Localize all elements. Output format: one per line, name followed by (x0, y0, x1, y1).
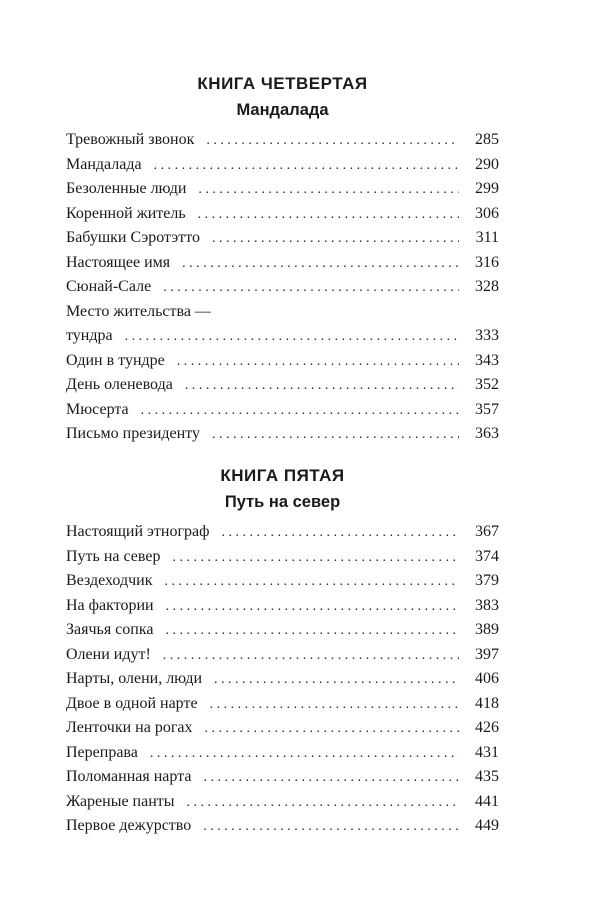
toc-leader-dots (210, 693, 459, 718)
book-title: КНИГА ЧЕТВЕРТАЯ (197, 74, 368, 93)
toc-entry-title: Безоленные люди (66, 180, 187, 197)
toc-leader-dots (187, 791, 459, 816)
toc-entry-title: День оленевода (66, 376, 173, 393)
toc-entry-title: Заячья сопка (66, 621, 154, 638)
toc-entry[interactable] (66, 128, 499, 153)
toc-entry-page: 441 (475, 792, 499, 810)
toc-entry[interactable] (66, 177, 499, 202)
toc-entry[interactable] (66, 667, 499, 692)
toc-entry[interactable] (66, 202, 499, 227)
toc-entry-title: Нарты, олени, люди (66, 670, 203, 687)
toc-entry-page: 379 (475, 572, 499, 589)
toc-entry-page: 328 (475, 278, 499, 295)
toc-leader-dots (222, 521, 460, 546)
toc-leader-dots (204, 717, 459, 742)
toc-leader-dots (185, 374, 459, 399)
toc-entry[interactable] (66, 545, 499, 570)
toc-entry-page: 299 (475, 180, 499, 197)
toc-entry-title: Переправа (66, 743, 138, 761)
toc-leader-dots (172, 546, 459, 571)
toc-entry-page: 363 (475, 425, 499, 442)
toc-entry-title: Вездеходчик (66, 572, 153, 589)
toc-entry-page: 406 (475, 670, 499, 687)
toc-entry-title: Настоящее имя (66, 253, 171, 271)
toc-entry-page: 343 (475, 351, 499, 369)
toc-entry-page: 357 (475, 400, 499, 418)
toc-entry[interactable] (66, 643, 499, 668)
toc-entry-title: Один в тундре (66, 351, 165, 369)
toc-entry-title: Первое дежурство (66, 817, 192, 834)
toc-entry-title: Путь на север (66, 547, 161, 565)
toc-entry-title: Мандалада (66, 155, 142, 173)
toc-entry-page: 426 (475, 719, 499, 736)
toc-entry[interactable] (66, 716, 499, 741)
toc-entry-title: Олени идут! (66, 645, 151, 663)
toc-leader-dots (164, 570, 459, 595)
toc-entry-page: 306 (475, 204, 499, 222)
toc-entry-page: 374 (475, 547, 499, 565)
toc-leader-dots (154, 154, 459, 179)
toc-leader-dots (163, 276, 459, 301)
toc-leader-dots (165, 619, 459, 644)
toc-entry-title: Двое в одной нарте (66, 694, 198, 712)
toc-entry[interactable] (66, 814, 499, 839)
toc-entry-page: 449 (475, 817, 499, 834)
toc-entry[interactable] (66, 692, 499, 717)
toc-leader-dots (203, 815, 459, 840)
toc-entry[interactable] (66, 790, 499, 815)
toc-leader-dots (212, 423, 459, 448)
toc-entry[interactable] (66, 275, 499, 300)
toc-entry-page: 431 (475, 743, 499, 761)
book-five-section (66, 465, 499, 839)
toc-entry[interactable] (66, 765, 499, 790)
toc-entry[interactable] (66, 618, 499, 643)
toc-list (66, 520, 499, 839)
toc-leader-dots (214, 668, 459, 693)
toc-entry[interactable] (66, 373, 499, 398)
toc-entry-title: Поломанная нарта (66, 768, 192, 785)
toc-entry-title-line[interactable] (66, 300, 499, 325)
toc-entry[interactable] (66, 741, 499, 766)
toc-leader-dots (212, 227, 459, 252)
toc-leader-dots (141, 399, 459, 424)
toc-entry-page: 352 (475, 376, 499, 393)
toc-entry[interactable] (66, 153, 499, 178)
toc-entry-title: Тревожный звонок (66, 131, 195, 148)
toc-leader-dots (166, 595, 459, 620)
toc-entry-title: Мюсерта (66, 400, 129, 418)
toc-entry-title: Настоящий этнограф (66, 523, 210, 540)
toc-entry[interactable] (66, 324, 499, 349)
toc-leader-dots (182, 252, 459, 277)
toc-leader-dots (150, 742, 459, 767)
book-four-section (66, 73, 499, 447)
toc-entry-page: 383 (475, 596, 499, 614)
toc-entry[interactable] (66, 520, 499, 545)
toc-entry-page: 316 (475, 253, 499, 271)
toc-entry[interactable] (66, 398, 499, 423)
toc-entry-page: 285 (475, 131, 499, 148)
book-title: КНИГА ПЯТАЯ (220, 466, 345, 485)
toc-leader-dots (203, 766, 459, 791)
toc-entry-title: Ленточки на рогах (66, 719, 193, 736)
toc-entry[interactable] (66, 349, 499, 374)
toc-entry-page: 435 (475, 768, 499, 785)
toc-entry-page: 397 (475, 645, 499, 663)
toc-entry[interactable] (66, 226, 499, 251)
toc-list (66, 128, 499, 447)
toc-entry-title: Сюнай-Сале (66, 278, 152, 295)
toc-entry-page: 290 (475, 155, 499, 173)
toc-leader-dots (198, 178, 459, 203)
toc-leader-dots (198, 203, 459, 228)
book-subtitle: Путь на север (224, 493, 341, 511)
toc-entry-page: 311 (475, 229, 499, 246)
toc-entry-page: 418 (475, 694, 499, 712)
toc-entry-page: 367 (475, 523, 499, 540)
toc-entry-title: тундра (66, 327, 113, 344)
toc-entry-title: Письмо президенту (66, 425, 200, 442)
toc-entry-title: Коренной житель (66, 204, 186, 222)
toc-entry[interactable] (66, 594, 499, 619)
toc-leader-dots (177, 350, 459, 375)
toc-entry-page: 389 (475, 621, 499, 638)
book-subtitle: Мандалада (236, 101, 329, 119)
toc-entry-title-first-line: Место жительства — (66, 302, 211, 320)
toc-entry-page: 333 (475, 327, 499, 344)
toc-leader-dots (206, 129, 459, 154)
toc-entry[interactable] (66, 569, 499, 594)
toc-entry[interactable] (66, 251, 499, 276)
toc-entry-title: Жареные панты (66, 792, 175, 810)
toc-entry-title: На фактории (66, 596, 154, 614)
toc-entry-title: Бабушки Сэротэтто (66, 229, 201, 246)
toc-entry[interactable] (66, 422, 499, 447)
toc-leader-dots (163, 644, 459, 669)
toc-leader-dots (125, 325, 459, 350)
